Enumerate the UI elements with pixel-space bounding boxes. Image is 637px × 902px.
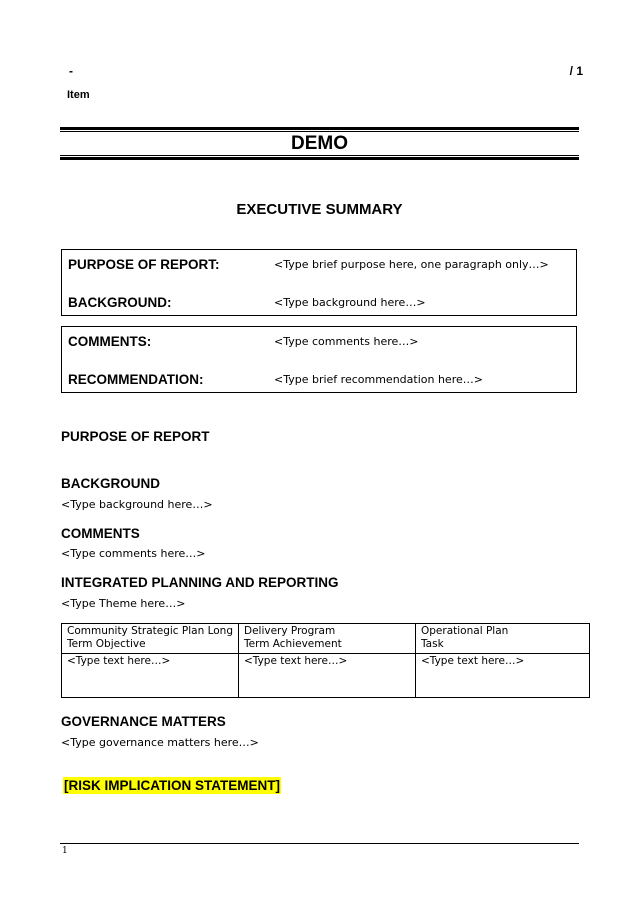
table-header-cell: Community Strategic Plan Long Term Objective (62, 624, 239, 654)
footer-rule (60, 843, 579, 844)
title-bottom-rule (60, 157, 579, 160)
table-header-row (62, 624, 590, 654)
ipr-section-heading: INTEGRATED PLANNING AND REPORTING (61, 575, 339, 590)
risk-implication-statement: [RISK IMPLICATION STATEMENT] (64, 778, 280, 793)
table-cell[interactable]: <Type text here…> (239, 654, 416, 698)
background-section-heading: BACKGROUND (61, 476, 160, 491)
governance-section-text[interactable]: <Type governance matters here…> (61, 736, 259, 749)
table-header-cell: Delivery Program Term Achievement (239, 624, 416, 654)
recommendation-label: RECOMMENDATION: (68, 372, 204, 387)
table-header-cell: Operational Plan Task (416, 624, 590, 654)
footer-page-number: 1 (62, 846, 68, 856)
purpose-value[interactable]: <Type brief purpose here, one paragraph only…> (274, 258, 549, 271)
title-bottom-rule-thin (60, 155, 579, 156)
comments-section-heading: COMMENTS (61, 526, 140, 541)
background-label: BACKGROUND: (68, 295, 172, 310)
purpose-label: PURPOSE OF REPORT: (68, 257, 220, 272)
comments-value[interactable]: <Type comments here…> (274, 335, 419, 348)
ipr-table (61, 623, 590, 698)
summary-box-comments-recommendation (61, 326, 577, 393)
title-top-rule (60, 127, 579, 130)
header-item-label: Item (67, 89, 90, 101)
comments-label: COMMENTS: (68, 334, 152, 349)
header-page-count: / 1 (569, 64, 583, 78)
ipr-theme-text[interactable]: <Type Theme here…> (61, 597, 186, 610)
executive-summary-heading: EXECUTIVE SUMMARY (236, 201, 403, 218)
comments-section-text[interactable]: <Type comments here…> (61, 547, 206, 560)
table-cell[interactable]: <Type text here…> (416, 654, 590, 698)
governance-section-heading: GOVERNANCE MATTERS (61, 714, 226, 729)
background-value[interactable]: <Type background here…> (274, 296, 426, 309)
purpose-section-heading: PURPOSE OF REPORT (61, 429, 210, 444)
table-row (62, 654, 590, 698)
title-top-rule-thin (60, 131, 579, 132)
document-title: DEMO (291, 133, 348, 154)
recommendation-value[interactable]: <Type brief recommendation here…> (274, 373, 483, 386)
summary-box-purpose-background (61, 249, 577, 316)
header-dash: - (69, 64, 73, 78)
table-cell[interactable]: <Type text here…> (62, 654, 239, 698)
background-section-text[interactable]: <Type background here…> (61, 498, 213, 511)
